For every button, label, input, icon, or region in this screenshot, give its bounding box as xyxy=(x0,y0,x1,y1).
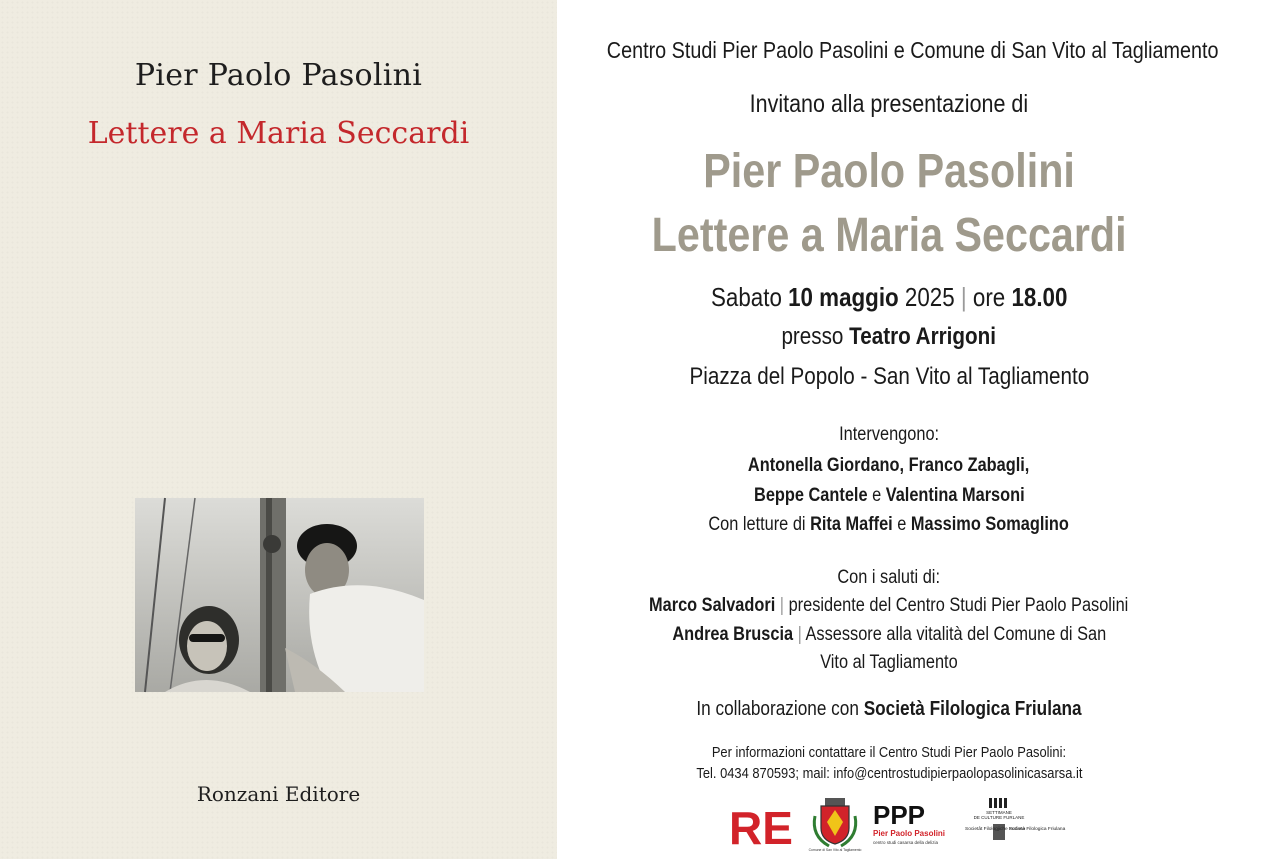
svg-text:RE: RE xyxy=(729,802,793,854)
re-logo xyxy=(727,796,797,852)
svg-text:PPP: PPP xyxy=(873,800,926,830)
event-date: Sabato 10 maggio 2025 | ore 18.00 xyxy=(710,282,1068,312)
svg-text:DE CULTURE FURLANE: DE CULTURE FURLANE xyxy=(973,815,1025,820)
ppp-logo xyxy=(871,796,951,852)
organizers: Centro Studi Pier Paolo Pasolini e Comune di San Vito al Tagliamento xyxy=(606,37,1219,63)
greeter-2-continued: Vito al Tagliamento xyxy=(820,652,958,673)
invitation-panel xyxy=(557,0,1221,859)
greetings-heading: Con i saluti di: xyxy=(837,567,941,588)
svg-text:Società Filologica Friulana: Società Filologica Friulana xyxy=(1009,827,1066,832)
headline-title: Lettere a Maria Seccardi xyxy=(651,209,1127,262)
collaboration-line: In collaborazione con Società Filologica Friulana xyxy=(696,698,1082,720)
cover-title: Lettere a Maria Seccardi xyxy=(87,116,470,151)
speakers-heading: Intervengono: xyxy=(839,424,939,445)
comune-crest-logo xyxy=(809,796,861,852)
readings-line: Con letture di Rita Maffei e Massimo Somaglino xyxy=(708,514,1070,535)
event-venue: presso Teatro Arrigoni xyxy=(781,323,997,350)
speakers-line-1: Antonella Giordano, Franco Zabagli, xyxy=(748,455,1030,476)
speakers-line-2: Beppe Cantele e Valentina Marsoni xyxy=(753,485,1025,506)
svg-text:centro studi casarsa della del: centro studi casarsa della delizia xyxy=(873,840,939,845)
book-cover xyxy=(0,0,557,859)
invite-intro: Invitano alla presentazione di xyxy=(749,90,1029,118)
svg-text:Comune di San Vito al Tagliame: Comune di San Vito al Tagliamento xyxy=(808,848,862,852)
info-line-2: Tel. 0434 870593; mail: info@centrostudipierpaolopasolinicasarsa.it xyxy=(695,765,1082,782)
event-address: Piazza del Popolo - San Vito al Tagliamento xyxy=(689,363,1089,390)
info-line-1: Per informazioni contattare il Centro Studi Pier Paolo Pasolini: xyxy=(711,744,1067,761)
headline-author: Pier Paolo Pasolini xyxy=(703,145,1075,198)
svg-text:Pier Paolo Pasolini: Pier Paolo Pasolini xyxy=(873,829,946,838)
greeter-2: Andrea Bruscia | Assessore alla vitalità del Comune di San xyxy=(672,624,1106,645)
cover-author: Pier Paolo Pasolini xyxy=(134,58,423,93)
greeter-1: Marco Salvadori | presidente del Centro Studi Pier Paolo Pasolini xyxy=(649,595,1129,616)
cover-photo xyxy=(135,498,424,692)
svg-text:SETTIMANE: SETTIMANE xyxy=(986,810,1012,815)
svg-text:Societât Filologjiche Furlane: Societât Filologjiche Furlane xyxy=(965,827,1026,832)
settimane-sff-logo xyxy=(963,796,1066,852)
cover-publisher: Ronzani Editore xyxy=(196,782,361,806)
